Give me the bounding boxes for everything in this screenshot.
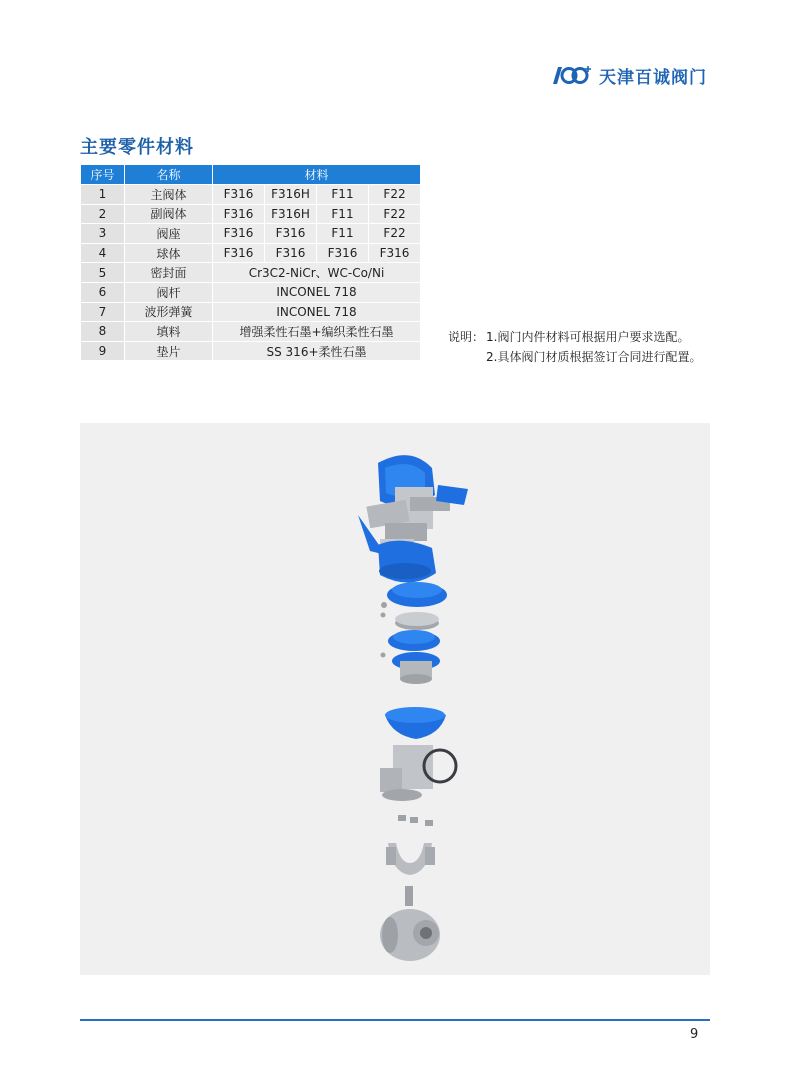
header-material: 材料 — [213, 165, 421, 185]
row-material: F316 — [317, 243, 369, 263]
row-material: F316 — [213, 243, 265, 263]
notes-label: 说明： — [448, 330, 485, 344]
table-row — [81, 263, 421, 283]
valve-exploded-view-image — [80, 423, 710, 975]
row-material: F11 — [317, 185, 369, 205]
row-material: F316 — [213, 224, 265, 244]
materials-table — [80, 164, 421, 361]
row-material: F22 — [369, 185, 421, 205]
row-material: F316 — [213, 204, 265, 224]
row-no: 4 — [81, 243, 125, 263]
row-no: 2 — [81, 204, 125, 224]
row-material: F316 — [265, 224, 317, 244]
row-no: 9 — [81, 341, 125, 361]
row-no: 1 — [81, 185, 125, 205]
logo-mark-icon — [553, 64, 593, 86]
table-row — [81, 204, 421, 224]
row-material: F22 — [369, 224, 421, 244]
row-material: F316 — [265, 243, 317, 263]
row-material: INCONEL 718 — [213, 282, 421, 302]
row-material: F11 — [317, 204, 369, 224]
row-material: 增强柔性石墨+编织柔性石墨 — [213, 322, 421, 342]
row-material: F11 — [317, 224, 369, 244]
row-no: 3 — [81, 224, 125, 244]
row-material: F316 — [213, 185, 265, 205]
row-name: 填料 — [125, 322, 213, 342]
row-name: 阀杆 — [125, 282, 213, 302]
table-header-row — [81, 165, 421, 185]
row-material: F316H — [265, 185, 317, 205]
note-line: 2.具体阀门材质根据签订合同进行配置。 — [486, 350, 702, 364]
row-no: 7 — [81, 302, 125, 322]
exploded-valve-figure — [80, 423, 710, 975]
table-row — [81, 322, 421, 342]
row-material: SS 316+柔性石墨 — [213, 341, 421, 361]
row-name: 密封面 — [125, 263, 213, 283]
note-line: 1.阀门内件材料可根据用户要求选配。 — [486, 330, 690, 344]
table-row — [81, 302, 421, 322]
row-no: 8 — [81, 322, 125, 342]
table-row — [81, 282, 421, 302]
row-no: 6 — [81, 282, 125, 302]
row-material: F316 — [369, 243, 421, 263]
row-name: 阀座 — [125, 224, 213, 244]
logo-text: 天津百诚阀门 — [599, 67, 707, 88]
row-no: 5 — [81, 263, 125, 283]
header-name: 名称 — [125, 165, 213, 185]
row-material: INCONEL 718 — [213, 302, 421, 322]
page-title: 主要零件材料 — [80, 137, 194, 158]
table-row — [81, 185, 421, 205]
row-material: F22 — [369, 204, 421, 224]
table-row — [81, 341, 421, 361]
table-row — [81, 243, 421, 263]
row-name: 副阀体 — [125, 204, 213, 224]
header-no: 序号 — [81, 165, 125, 185]
row-name: 垫片 — [125, 341, 213, 361]
row-name: 球体 — [125, 243, 213, 263]
page-number: 9 — [690, 1027, 699, 1042]
row-name: 主阀体 — [125, 185, 213, 205]
row-material: F316H — [265, 204, 317, 224]
footer-divider — [80, 1019, 710, 1021]
row-material: Cr3C2-NiCr、WC-Co/Ni — [213, 263, 421, 283]
notes — [448, 327, 701, 367]
company-logo — [553, 62, 707, 88]
row-name: 波形弹簧 — [125, 302, 213, 322]
table-row — [81, 224, 421, 244]
